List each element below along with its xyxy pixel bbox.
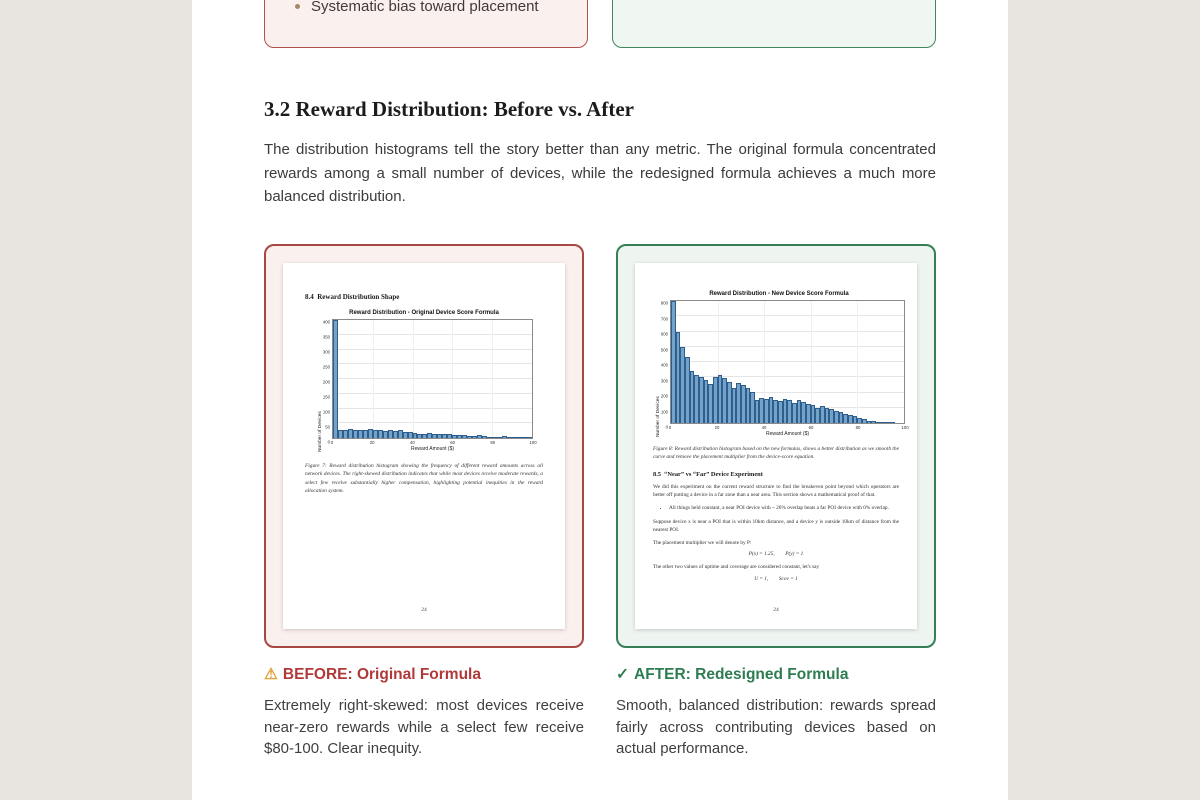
before-histogram [315, 310, 537, 452]
y-tick-label: 0 [665, 424, 668, 430]
x-tick-label: 40 [410, 440, 415, 445]
figure-caption: Figure 8: Reward distribution histogram based on the new formulas, shows a better distribution as we smooth the curve and remove the placement multiplier from the device-score equation. [653, 446, 899, 461]
after-paper-image [635, 263, 917, 629]
bars-group [671, 301, 895, 423]
x-tick-label: 80 [855, 425, 861, 430]
chart-body [656, 300, 909, 437]
before-description: Extremely right-skewed: most devices receive near-zero rewards while a select few receive $80-100. Clear inequity. [264, 697, 584, 757]
y-tick-label: 800 [660, 300, 668, 306]
pros-box [612, 0, 936, 48]
chart-title: Reward Distribution - Original Device Score Formula [349, 310, 499, 316]
x-axis-ticks [330, 439, 537, 445]
after-label [616, 665, 848, 684]
x-tick-label: 100 [529, 440, 537, 445]
paper-section-heading: 8.4 Reward Distribution Shape [305, 293, 400, 301]
page-number: 24 [773, 607, 779, 613]
paper-paragraph: Suppose device x is near a POI that is within 10km distance, and a device y is outside 10km of distance from the nearest POI. [653, 518, 899, 534]
y-tick-label: 100 [660, 409, 668, 414]
cons-box [264, 0, 588, 48]
after-label-text: AFTER: Redesigned Formula [634, 666, 849, 683]
x-tick-label: 0 [668, 425, 672, 430]
plot-area [332, 319, 533, 439]
y-tick-label: 350 [322, 334, 330, 340]
plot-area [670, 300, 905, 424]
before-label-text: BEFORE: Original Formula [282, 666, 481, 683]
y-tick-label: 600 [660, 331, 668, 337]
page-number: 24 [421, 607, 427, 613]
check-icon: ✓ [616, 666, 629, 683]
y-tick-label: 200 [660, 393, 668, 399]
y-tick-label: 300 [322, 349, 330, 355]
paper-equation: U = 1, Scov = 1 [754, 576, 798, 583]
x-tick-label: 60 [450, 440, 455, 445]
paper-bullet-item: • All things held constant, a near POI device with ~ 26% overlap beats a far POI device with 0% overlap. [669, 504, 899, 512]
before-card [264, 244, 584, 648]
y-axis-label: Number of Devices [318, 411, 323, 452]
cons-list-item: Systematic bias toward placement [311, 0, 571, 15]
cons-list [265, 0, 587, 15]
x-tick-label: 20 [369, 440, 375, 445]
after-description: Smooth, balanced distribution: rewards spread fairly across contributing devices based on actual performance. [616, 697, 936, 757]
y-tick-label: 300 [660, 378, 668, 383]
after-card [616, 244, 936, 648]
x-tick-label: 20 [714, 425, 720, 430]
y-tick-label: 400 [660, 362, 668, 368]
y-tick-label: 400 [322, 319, 330, 325]
before-paper-image [283, 263, 565, 629]
bars-group [333, 320, 532, 438]
histogram-bar [890, 422, 895, 423]
paper-paragraph: The placement multiplier we will denote by P: [653, 539, 752, 546]
y-tick-label: 50 [325, 424, 330, 430]
after-histogram [653, 291, 909, 437]
y-tick-label: 150 [322, 394, 330, 400]
x-axis-label: Reward Amount ($) [765, 431, 810, 437]
x-axis-ticks [668, 424, 909, 430]
before-label [264, 665, 481, 684]
histogram-bar [333, 320, 338, 438]
x-axis-label: Reward Amount ($) [410, 446, 455, 452]
document-page [192, 0, 1008, 800]
section-heading: 3.2 Reward Distribution: Before vs. After [264, 97, 634, 121]
y-axis-label: Number of Devices [656, 396, 661, 437]
x-tick-label: 0 [330, 440, 334, 445]
figure-caption: Figure 7: Reward distribution histogram showing the frequency of different reward amounts across all network devices. The right-skewed distribution indicates that while most devices receive moderate rewards, a select few receive substantially higher compensation, highlighting potential inequities in the reward allocation system. [305, 463, 543, 495]
section-paragraph: The distribution histograms tell the story better than any metric. The original formula concentrated rewards among a small number of devices, while the redesigned formula achieves a much more balanced distribution. [264, 141, 936, 205]
y-tick-label: 700 [660, 316, 668, 321]
histogram-bar [527, 437, 532, 438]
x-tick-label: 80 [490, 440, 496, 445]
paper-paragraph: The other two values of uptime and coverage are considered constant, let's say [653, 564, 820, 571]
warning-icon: ⚠ [264, 666, 278, 683]
x-tick-label: 60 [808, 425, 814, 430]
chart-title: Reward Distribution - New Device Score Formula [709, 291, 849, 297]
paper-equation: P(x) = 1.25, P(y) = 1 [748, 551, 804, 558]
y-tick-label: 0 [327, 439, 330, 445]
chart-body [318, 319, 537, 452]
y-tick-label: 250 [322, 364, 330, 370]
y-tick-label: 100 [322, 409, 330, 415]
paper-paragraph: We did this experiment on the current reward structure to find the breakeven point beyond which operators are better off putting a device in a far zone than a near area. This section shows a mathematical proof of that. [653, 483, 899, 498]
paper-bullet-list [653, 504, 899, 512]
y-tick-label: 500 [660, 347, 668, 352]
paper-section-heading: 8.5 “Near” vs “Far” Device Experiment [653, 470, 763, 478]
y-tick-label: 200 [322, 379, 330, 385]
x-tick-label: 100 [901, 425, 909, 430]
x-tick-label: 40 [761, 425, 767, 430]
